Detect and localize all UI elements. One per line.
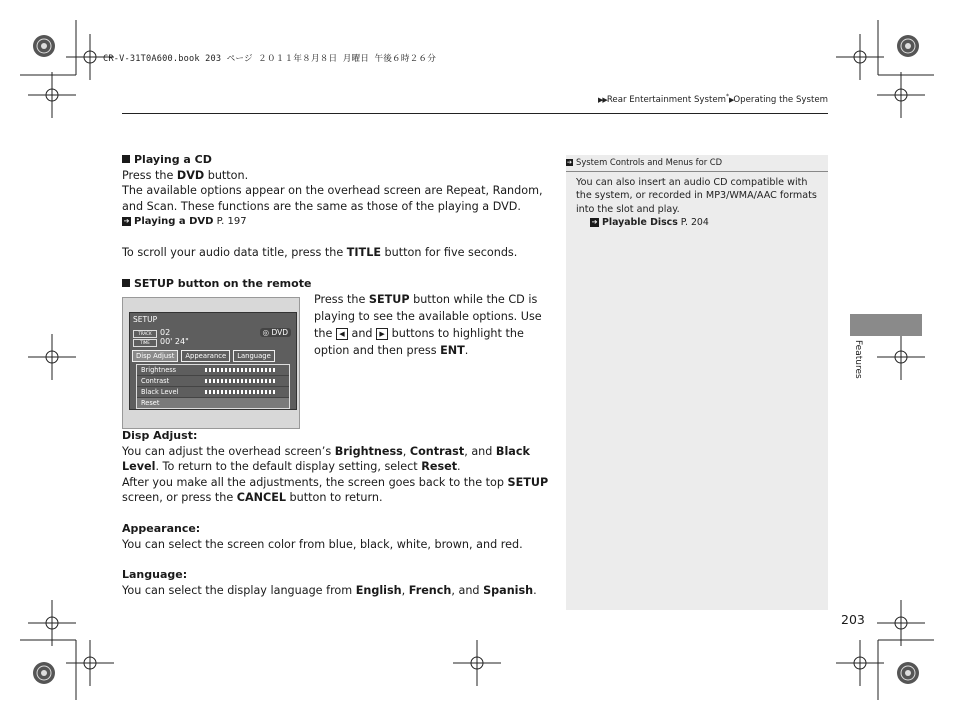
breadcrumb-section[interactable]: Rear Entertainment System [606,94,727,105]
dvd-button-name: DVD [176,168,205,182]
disp-adjust-section [122,428,562,506]
row-label: Contrast [141,377,170,385]
text: To scroll your audio data title, press the [122,246,347,259]
cancel-term: CANCEL [236,491,286,504]
row-label: Reset [141,399,160,407]
dvd-badge: ◎ DVD [260,328,291,337]
text: , [402,444,410,458]
header-rule [122,113,828,114]
language-section [122,567,562,598]
overhead-screen [129,312,297,410]
options-paragraph: The available options appear on the overhead screen are Repeat, Random, and Scan. These functions are the same as those of the playing a DVD. [122,184,543,213]
text: button. [204,168,249,182]
title-button-name: TITLE [346,246,381,259]
language-paragraph [122,583,562,599]
breadcrumb-arrows-icon: ▶▶ [598,95,607,104]
breadcrumb [598,93,828,105]
french-term: French [408,583,452,597]
text: . [457,460,461,473]
text: buttons to highlight the option and then press [314,327,524,357]
appearance-paragraph: You can select the screen color from blue, black, white, brown, and red. [122,537,523,551]
disp-adjust-paragraph [122,444,562,475]
text: . [464,344,469,357]
right-arrow-button-icon: ▶ [376,328,388,340]
text: , and [451,583,484,597]
disp-adjust-return-paragraph [122,475,562,506]
note-arrow-icon: ➔ [566,159,573,166]
tab-language: Language [233,350,275,362]
left-arrow-button-icon: ◀ [336,328,348,340]
xref-label: Playable Discs [602,217,678,229]
setup-screen-image [122,297,300,429]
heading-text: SETUP button on the remote [134,277,312,290]
text: , [401,583,409,597]
setup-heading [122,276,562,292]
text: button for five seconds. [380,246,518,259]
text: and [347,327,377,340]
print-slug: CR-V-31T0A600.book 203 ページ ２０１１年８月８日 月曜日 午後６時２６分 [103,54,437,64]
track-number: 02 [160,328,171,337]
sidebar-heading-text: System Controls and Menus for CD [576,157,723,167]
tab-disp-adjust: Disp Adjust [132,350,178,362]
ent-button-name: ENT [440,344,465,357]
screen-row-brightness [137,365,289,376]
chapter-label: Features [853,340,863,379]
sidebar-heading [566,155,828,172]
brightness-term: Brightness [334,444,403,458]
xref-page: P. 204 [677,217,709,229]
screen-row-reset [137,398,289,408]
breadcrumb-subsection[interactable]: Operating the System [733,94,828,105]
screen-tabs [132,350,292,362]
reset-term: Reset [421,460,458,473]
setup-term: SETUP [507,475,549,489]
sidebar-text: You can also insert an audio CD compatible with the system, or recorded in MP3/WMA/AAC formats into the slot and play. [576,177,817,215]
square-bullet-icon [122,155,130,163]
breadcrumb-asterisk: * [726,93,730,100]
contrast-term: Contrast [409,444,465,458]
square-bullet-icon [122,279,130,287]
text: . To return to the default display setting, select [155,460,422,473]
track-time: 00' 24" [160,337,189,346]
appearance-section [122,521,562,552]
black-level-term: Black Level [122,444,530,473]
tab-appearance: Appearance [181,350,230,362]
time-tag: TIME [133,339,157,347]
text: Press the [122,168,177,182]
xref-page: P. 197 [213,216,247,227]
xref-label: Playing a DVD [134,216,214,227]
text: After you make all the adjustments, the screen goes back to the top [122,475,508,489]
playing-cd-section [122,152,562,230]
screen-row-contrast [137,376,289,387]
setup-heading-block [122,276,562,292]
track-tag: TRACK [133,330,157,338]
row-label: Brightness [141,366,177,374]
screen-title: SETUP [133,315,158,324]
setup-button-name: SETUP [368,293,410,306]
chapter-thumb-tab [850,314,922,336]
scroll-title-paragraph [122,245,562,261]
sidebar-note [566,155,828,610]
text: Press the [314,293,369,306]
playing-cd-heading [122,152,562,168]
spanish-term: Spanish [483,583,534,597]
screen-row-black-level [137,387,289,398]
text: . [533,583,537,597]
appearance-heading: Appearance: [122,522,201,535]
level-bar [205,379,275,383]
page-number: 203 [841,612,865,627]
level-bar [205,368,275,372]
text: button to return. [286,491,383,504]
sidebar-body [566,172,828,230]
text: , and [464,444,496,458]
text: button while the CD is playing to see the available options. Use the [314,293,542,340]
playable-discs-link[interactable] [576,216,818,229]
press-dvd-line [122,168,562,184]
text: You can select the display language from [122,583,356,597]
cross-reference-icon: ➔ [591,218,598,227]
playing-dvd-link[interactable] [122,214,562,230]
row-label: Black Level [141,388,179,396]
disp-adjust-heading: Disp Adjust: [122,429,198,442]
level-bar [205,390,275,394]
heading-text: Playing a CD [134,153,212,166]
breadcrumb-sep-icon: ▶ [729,95,734,104]
cross-reference-icon: ➔ [123,217,130,225]
text: screen, or press the [122,491,237,504]
setup-instructions [314,291,554,359]
english-term: English [355,583,402,597]
language-heading: Language: [122,568,188,581]
text: You can adjust the overhead screen’s [122,444,335,458]
screen-settings-list [136,364,290,409]
